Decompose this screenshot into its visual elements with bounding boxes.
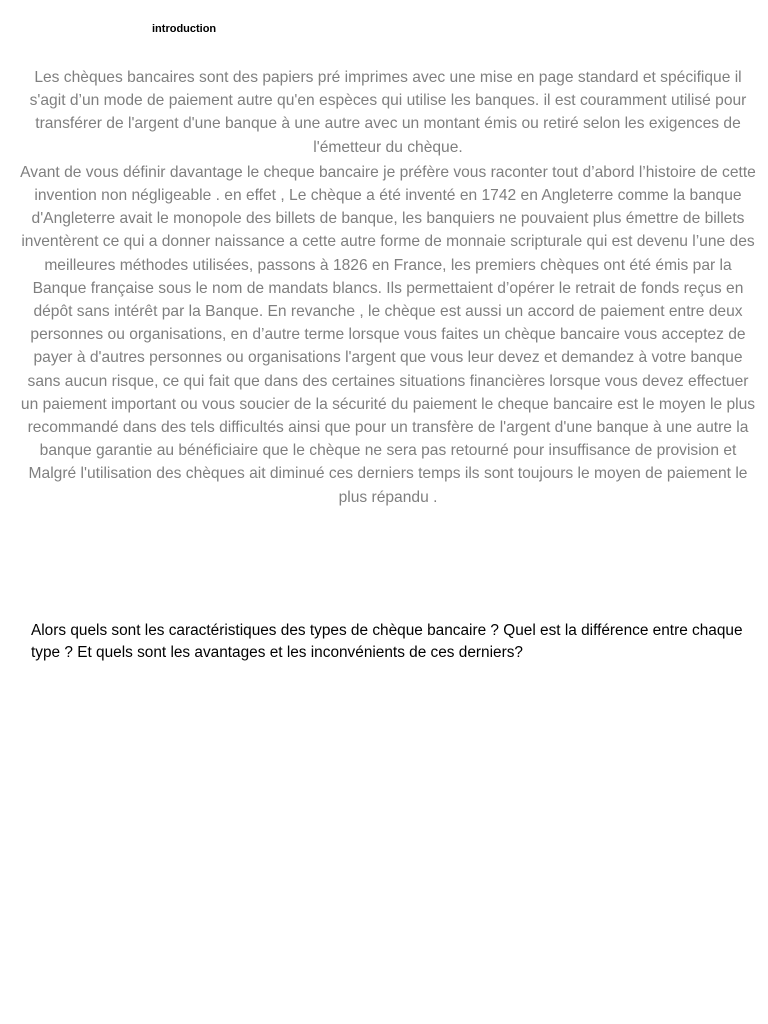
section-heading: introduction [152,23,217,35]
research-question: Alors quels sont les caractéristiques des types de chèque bancaire ? Quel est la différence entre chaque type ? Et quels sont les avantages et les inconvénients de ces derniers? [31,622,743,662]
introduction-body [20,66,756,509]
paragraph-definition: Les chèques bancaires sont des papiers pré imprimes avec une mise en page standard et spécifique il s'agit d’un mode de paiement autre qu'en espèces qui utilise les banques. il est couramment utilisé pour transférer de l'argent d'une banque à une autre avec un montant émis ou retiré selon les exigences de l'émetteur du chèque. [29,69,747,156]
paragraph-history: Avant de vous définir davantage le cheque bancaire je préfère vous raconter tout d’abord l’histoire de cette invention non négligeable . en effet , Le chèque a été inventé en 1742 en Angleterre comme la banque d'Angleterre avait le monopole des billets de banque, les banquiers ne pouvaient plus émettre de billets inventèrent ce qui a donner naissance a cette autre forme de monnaie scripturale qui est devenu l’une des meilleures méthodes utilisées, passons à 1826 en France, les premiers chèques ont été émis par la Banque française sous le nom de mandats blancs. Ils permettaient d’opérer le retrait de fonds reçus en dépôt sans intérêt par la Banque. En revanche , le chèque est aussi un accord de paiement entre deux personnes ou organisations, en d’autre terme lorsque vous faites un chèque bancaire vous acceptez de payer à d'autres personnes ou organisations l'argent que vous leur devez et demandez à votre banque sans aucun risque, ce qui fait que dans des certaines situations financières lorsque vous devez effectuer un paiement important ou vous soucier de la sécurité du paiement le cheque bancaire est le moyen le plus recommandé dans des tels difficultés ainsi que pour un transfère de l'argent d'une banque à une autre la banque garantie au bénéficiaire que le chèque ne sera pas retourné pour insuffisance de provision et Malgré l'utilisation des chèques ait diminué ces derniers temps ils sont toujours le moyen de paiement le plus répandu . [20,163,756,506]
